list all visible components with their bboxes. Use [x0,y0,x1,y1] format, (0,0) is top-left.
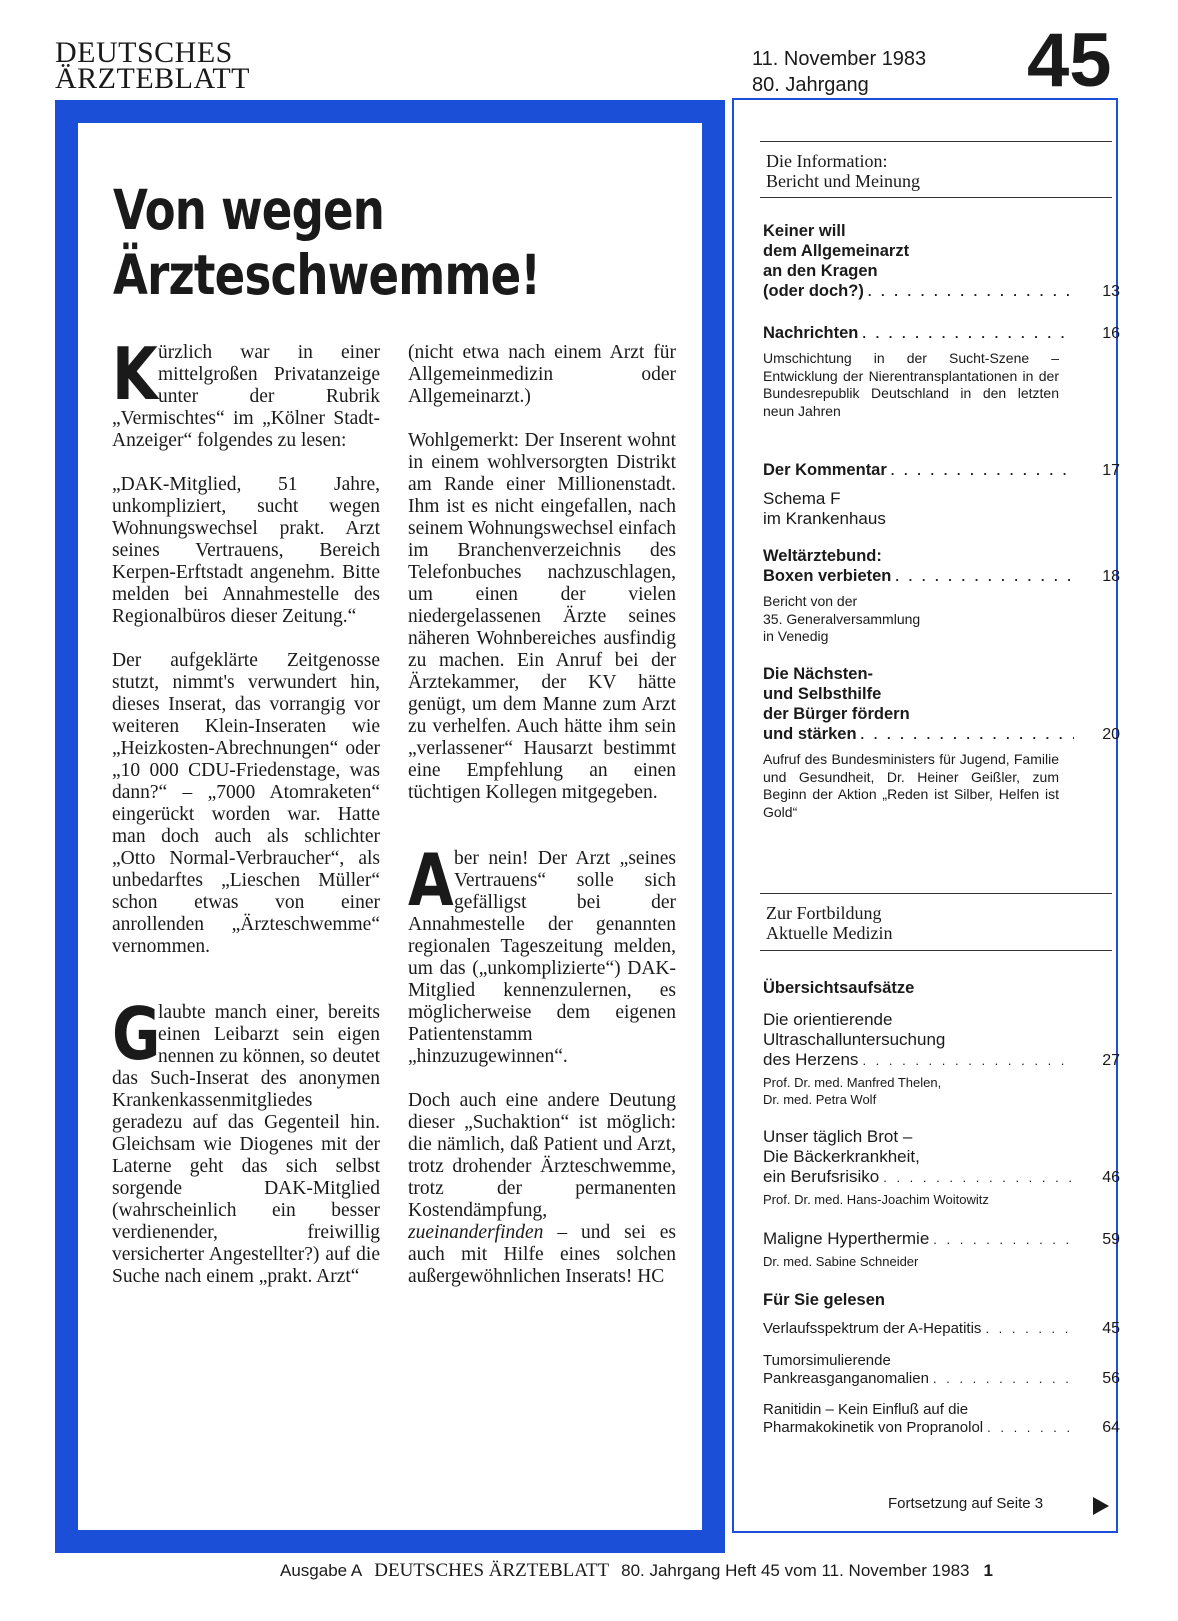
leader-dots [895,567,1074,587]
entry-author: Dr. med. Sabine Schneider [763,1254,919,1269]
leader-dots [985,1320,1074,1338]
emphasis-text: zueinanderfinden [408,1222,544,1243]
footer-brand: DEUTSCHES ÄRZTEBLATT [374,1560,610,1581]
leader-dots [861,725,1074,745]
toc-subheading: Übersichtsaufsätze [763,979,915,997]
paragraph-text: ürzlich war in einer mittelgroßen Privatanzeige unter der Rubrik „Vermischtes“ im „Kölner Stadt-Anzeiger“ folgendes zu lesen: [112,342,380,451]
entry-title: Pankreasganganomalien [763,1370,929,1387]
toc-entry[interactable] [763,1127,1120,1208]
toc-subheading: Für Sie gelesen [763,1291,885,1309]
page-number: 13 [1102,283,1120,300]
section-label: Die Information: [766,151,888,171]
page-number: 18 [1102,568,1120,585]
toc-entry[interactable] [763,664,1120,821]
headline-line2: Ärzteschwemme! [113,243,541,307]
footer-info: 80. Jahrgang Heft 45 vom 11. November 1983 [621,1561,970,1580]
page-number: 45 [1102,1320,1120,1337]
toc-section-information [766,151,920,191]
entry-title: Der Kommentar [763,461,887,479]
issue-number: 45 [1027,18,1112,103]
continuation-link[interactable]: Fortsetzung auf Seite 3 [888,1495,1044,1512]
page-number: 59 [1102,1231,1120,1248]
entry-title: des Herzens [763,1050,859,1069]
entry-title: Weltärztebund: [763,547,882,565]
entry-title: Pharmakokinetik von Propranolol [763,1419,984,1436]
entry-description: in Venedig [763,628,829,644]
entry-description: Umschichtung in der Sucht-Szene – Entwicklung der Nierentransplantationen in der Bundesrepublik Deutschland in den letzten neun Jahren [763,350,1059,419]
leader-dots [933,1370,1074,1388]
leader-dots [987,1419,1074,1437]
entry-description: 35. Generalversammlung [763,610,921,627]
toc-entry[interactable] [763,1352,1120,1388]
paragraph-text: – und sei es auch mit Hilfe eines solchen außergewöhnlichen Inserats! HC [408,1222,676,1287]
entry-title: Keiner will [763,222,846,240]
paragraph [408,838,676,1068]
entry-subtitle: im Krankenhaus [763,509,886,528]
leader-dots [883,1168,1074,1188]
entry-title: der Bürger fördern [763,705,910,723]
entry-author: Dr. med. Petra Wolf [763,1092,877,1107]
arrow-right-icon [1093,1497,1109,1515]
paragraph [112,992,380,1288]
entry-title: Tumorsimulierende [763,1352,891,1369]
paragraph-text: laubte manch einer, bereits einen Leibarzt sein eigen nennen zu können, so deutet das Such-Inserat des anonymen Krankenkassenmitgliedes geradezu auf das Gegenteil hin. Gleichsam wie Diogenes mit der Laterne geht das sich selbst sorgende DAK-Mitglied (wahrscheinlich ein besser verdienender, freiwillig versicherter Angestellter?) auf die Suche nach einem „prakt. Arzt“ [112,1002,380,1287]
paragraph: „DAK-Mitglied, 51 Jahre, unkompliziert, sucht wegen Wohnungswechsel prakt. Arzt seines Vertrauens, Bereich Kerpen-Erftstadt angenehm. Bitte melden bei Annahmestelle des Regionalbüros dieser Zeitung.“ [112,474,380,627]
toc-section-fortbildung [766,903,892,943]
entry-title: an den Kragen [763,262,878,280]
page-number: 56 [1102,1370,1120,1387]
issue-date-block [752,46,926,98]
issue-volume: 80. Jahrgang [752,74,869,96]
article-column-2 [408,342,676,1288]
entry-title: Maligne Hyperthermie [763,1229,930,1248]
leader-dots [862,1051,1074,1071]
entry-title: dem Allgemeinarzt [763,242,910,260]
entry-title: ein Berufsrisiko [763,1167,880,1186]
entry-subtitle: Schema F [763,489,841,508]
headline-line1: Von wegen [113,178,385,242]
entry-author: Prof. Dr. med. Manfred Thelen, [763,1075,942,1090]
entry-title: Nachrichten [763,324,859,342]
rule [760,197,1112,198]
entry-description: Bericht von der [763,593,858,609]
entry-title: Die orientierende [763,1010,893,1029]
entry-title: Die Nächsten- [763,665,874,683]
masthead-line1: DEUTSCHES [55,36,233,69]
entry-title: Boxen verbieten [763,567,892,585]
entry-title: Die Bäckerkrankheit, [763,1147,920,1166]
section-label: Bericht und Meinung [766,171,920,191]
page-number: 27 [1102,1052,1120,1069]
page-number: 17 [1102,462,1120,479]
drop-cap: A [408,838,454,922]
drop-cap: G [112,992,161,1076]
leader-dots [891,461,1074,481]
entry-title: Verlaufsspektrum der A-Hepatitis [763,1320,982,1337]
entry-title: Ranitidin – Kein Einfluß auf die [763,1401,969,1418]
page-number: 64 [1102,1419,1120,1436]
drop-cap: K [112,332,158,416]
issue-date: 11. November 1983 [752,48,927,70]
toc-entry[interactable] [763,546,1120,646]
entry-author: Prof. Dr. med. Hans-Joachim Woitowitz [763,1192,989,1207]
page-footer [280,1560,993,1582]
article-column-1 [112,332,380,1288]
leader-dots [868,282,1074,302]
entry-description: Aufruf des Bundesministers für Jugend, Familie und Gesundheit, Dr. Heiner Geißler, zum Beginn der Aktion „Reden ist Silber, Helfen ist Gold“ [763,751,1059,820]
toc-entry[interactable] [763,221,1120,302]
toc-entry[interactable] [763,1010,1120,1108]
paragraph [408,1090,676,1288]
paragraph-text: ber nein! Der Arzt „seines Vertrauens“ solle sich gefälligst bei der Annahmestelle der genannten regionalen Tageszeitung melden, um das („unkomplizierte“) DAK-Mitglied kennenzulernen, es möglicherweise dem eigenen Patientenstamm „hinzuzugewinnen“. [408,848,676,1067]
toc-entry[interactable] [763,1320,1120,1338]
masthead-logo [55,36,250,95]
toc-entry[interactable] [763,1401,1120,1437]
section-label: Zur Fortbildung [766,903,882,923]
paragraph-text: Doch auch eine andere Deutung dieser „Suchaktion“ ist möglich: die nämlich, daß Patient und Arzt, trotz drohender Ärzteschwemme, trotz der permanenten Kostendämpfung, [408,1090,676,1221]
footer-page-number: 1 [983,1561,993,1580]
rule [760,950,1112,951]
entry-title: Ultraschalluntersuchung [763,1030,946,1049]
toc-entry[interactable] [763,460,1120,529]
entry-title: und Selbsthilfe [763,685,882,703]
entry-title: und stärken [763,725,857,743]
paragraph: (nicht etwa nach einem Arzt für Allgemeinmedizin oder Allgemeinarzt.) [408,342,676,407]
leader-dots [933,1230,1074,1250]
entry-title: (oder doch?) [763,282,864,300]
article-headline [113,178,540,308]
paragraph [112,332,380,452]
paragraph: Der aufgeklärte Zeitgenosse stutzt, nimmt's verwundert hin, dieses Inserat, das vorrangig vor weiteren Klein-Inseraten wie „Heizkosten-Abrechnungen“ oder „10 000 CDU-Friedenstage, was dann?“ – „7000 Atomraketen“ eingerückt worden war. Hatte man doch auch als schlichter „Otto Normal-Verbraucher“, als unbedarftes „Lieschen Müller“ schon etwas von einer anrollenden „Ärzteschwemme“ vernommen. [112,650,380,957]
rule [760,893,1112,894]
masthead-line2: ÄRZTEBLATT [55,62,250,95]
entry-title: Unser täglich Brot – [763,1127,913,1146]
section-label: Aktuelle Medizin [766,923,893,943]
toc-entry[interactable] [763,323,1120,420]
footer-edition: Ausgabe A [280,1561,363,1580]
rule [760,141,1112,142]
page-number: 16 [1102,325,1120,342]
paragraph: Wohlgemerkt: Der Inserent wohnt in einem wohlversorgten Distrikt am Rande einer Millionenstadt. Ihm ist es nicht eingefallen, nach seinem Wohnungswechsel einfach im Branchenverzeichnis des Telefonbuches nachzuschlagen, um einen der vielen niedergelassenen Ärzte seines näheren Wohnbereiches ausfindig zu machen. Ein Anruf bei der Ärztekammer, der KV hätte genügt, um dem Manne zum Arzt zu verhelfen. Auch hätte ihm sein „verlassener“ Hausarzt bestimmt eine Empfehlung an einen tüchtigen Kollegen mitgegeben. [408,430,676,803]
leader-dots [862,324,1074,344]
page-number: 20 [1102,726,1120,743]
page-number: 46 [1102,1169,1120,1186]
toc-entry[interactable] [763,1229,1120,1270]
